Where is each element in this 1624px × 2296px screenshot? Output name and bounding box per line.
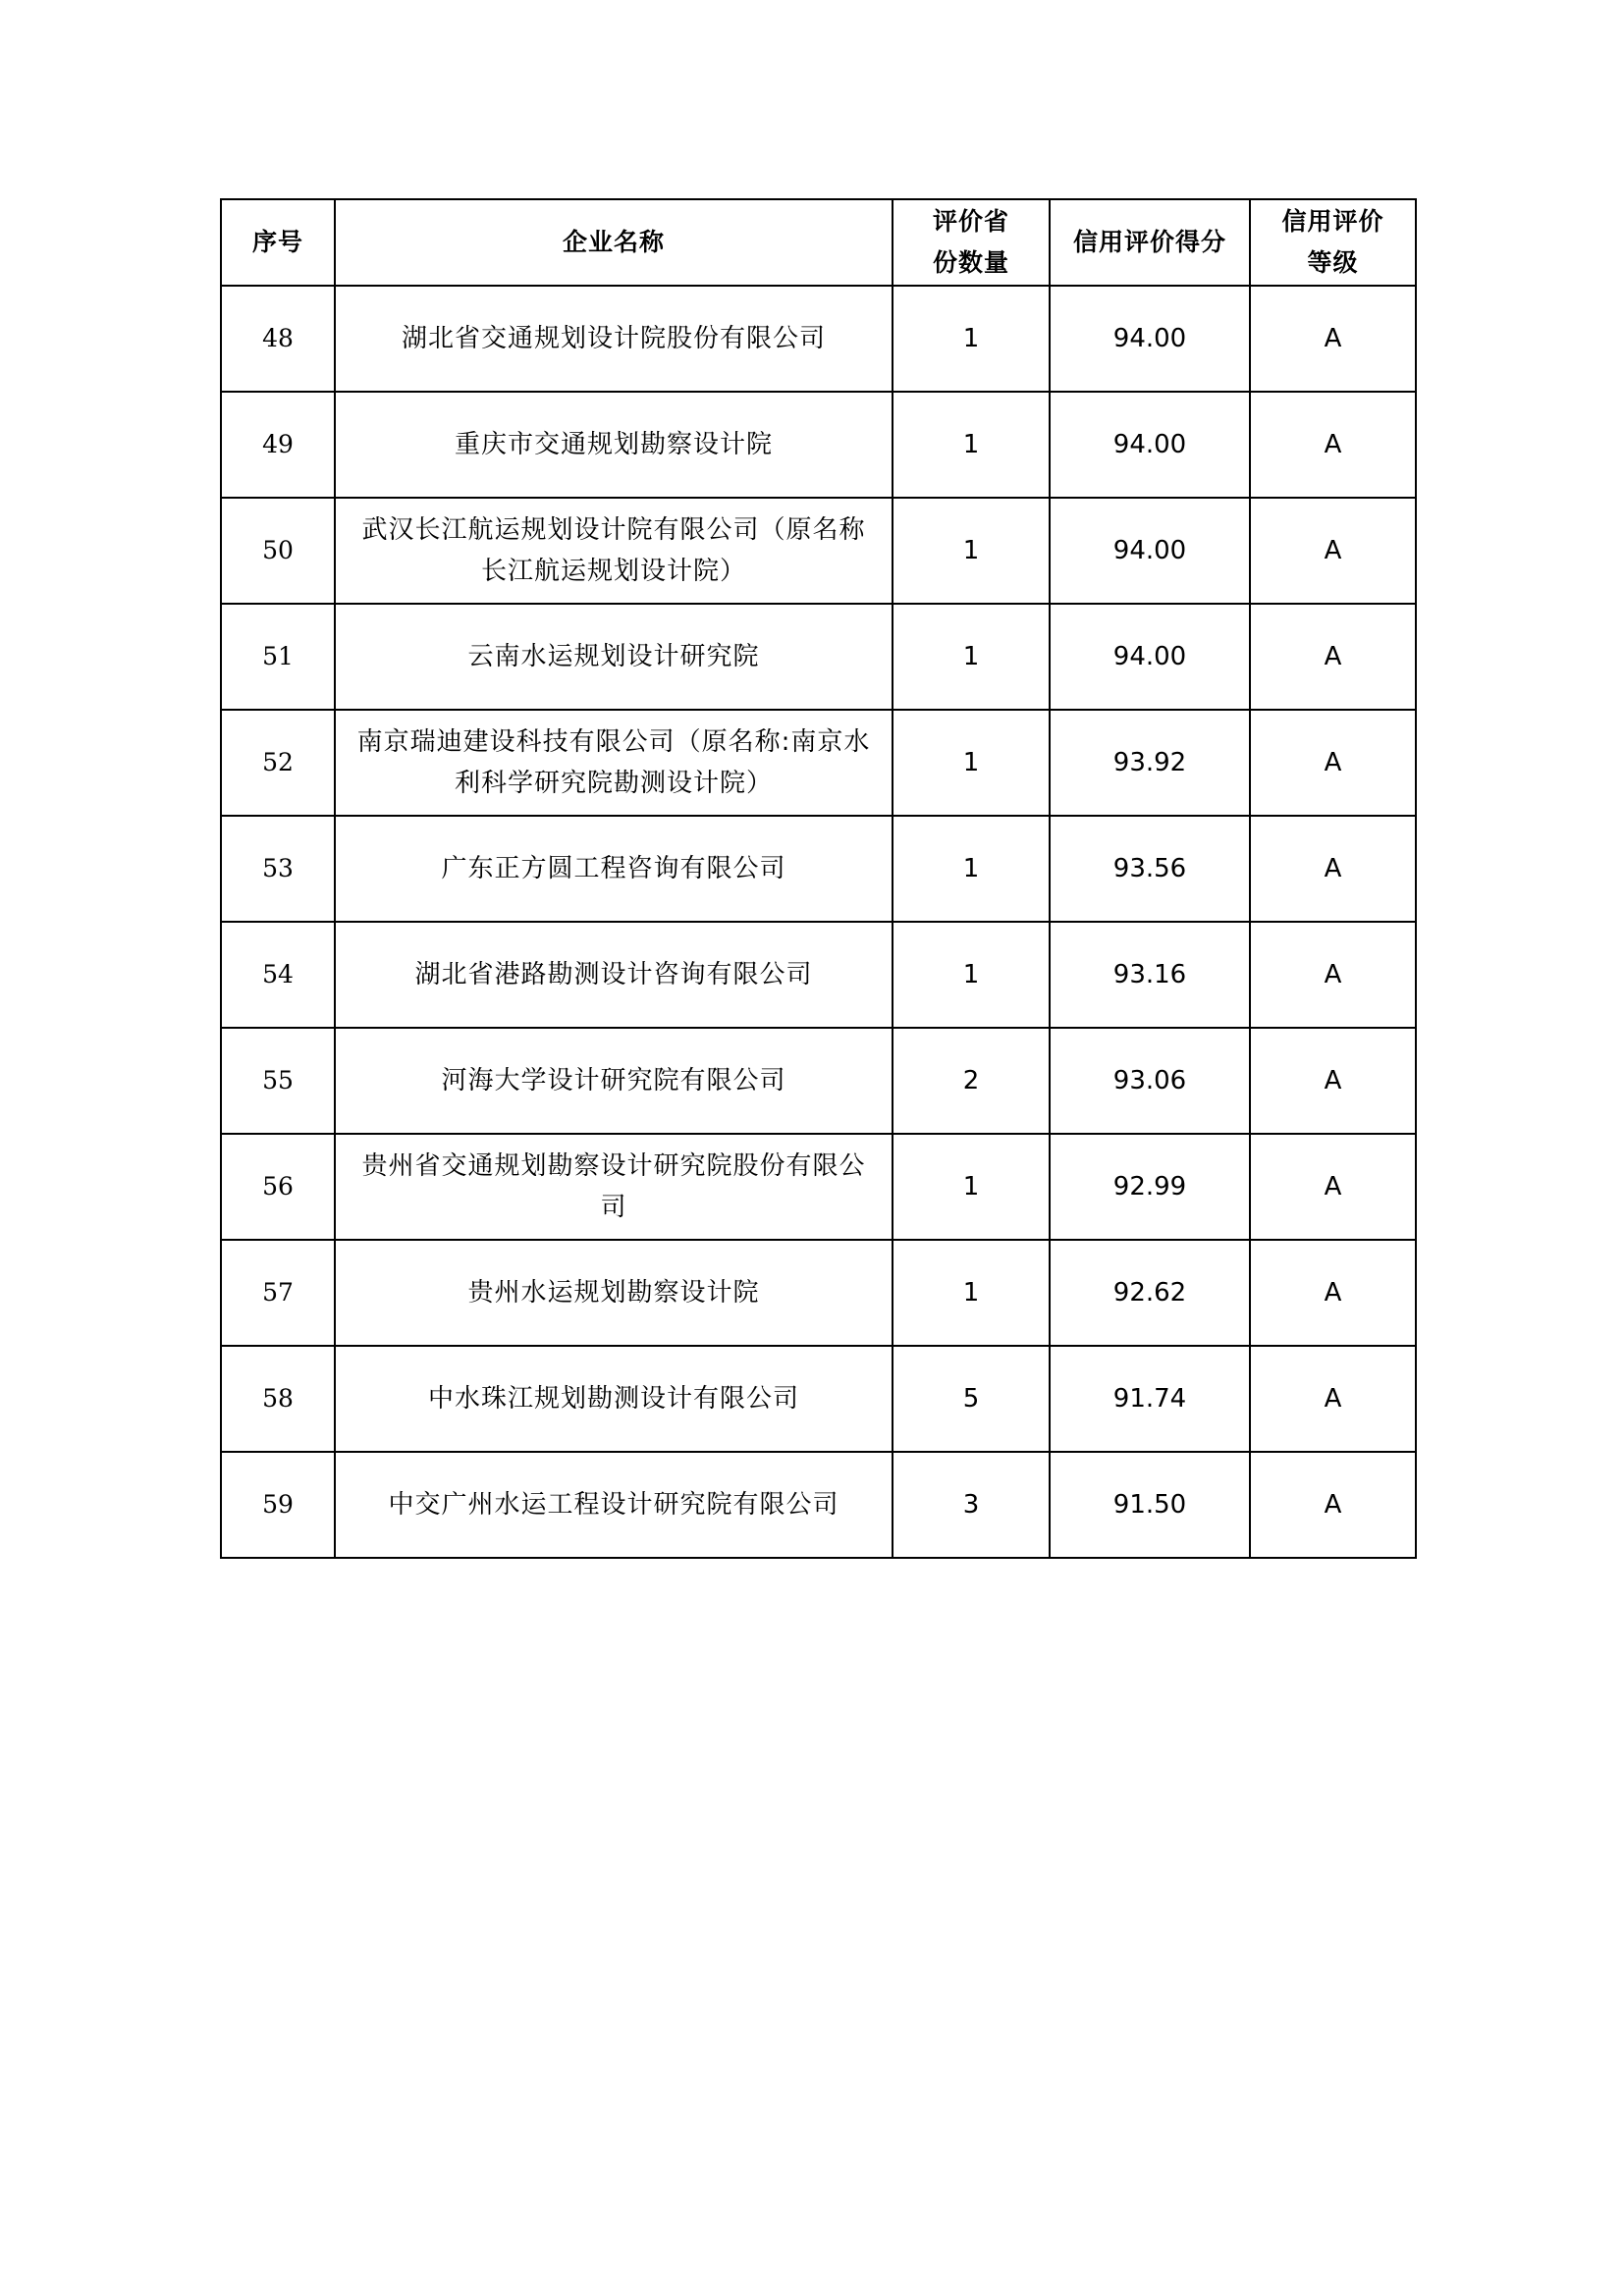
table-row	[221, 922, 1416, 1028]
header-seq: 序号	[221, 199, 335, 286]
cell-company-name: 贵州水运规划勘察设计院	[335, 1240, 893, 1346]
cell-province-count: 1	[893, 816, 1050, 922]
cell-province-count: 1	[893, 286, 1050, 392]
cell-company-name: 贵州省交通规划勘察设计研究院股份有限公司	[335, 1134, 893, 1240]
cell-company-name: 云南水运规划设计研究院	[335, 604, 893, 710]
cell-credit-grade: A	[1250, 1028, 1416, 1134]
cell-seq: 52	[221, 710, 335, 816]
cell-credit-grade: A	[1250, 816, 1416, 922]
cell-credit-grade: A	[1250, 710, 1416, 816]
cell-company-name: 中水珠江规划勘测设计有限公司	[335, 1346, 893, 1452]
cell-company-name: 重庆市交通规划勘察设计院	[335, 392, 893, 498]
cell-province-count: 1	[893, 604, 1050, 710]
table-row	[221, 816, 1416, 922]
cell-seq: 55	[221, 1028, 335, 1134]
cell-credit-score: 91.50	[1050, 1452, 1250, 1558]
cell-seq: 58	[221, 1346, 335, 1452]
cell-province-count: 1	[893, 1240, 1050, 1346]
table-header-row	[221, 199, 1416, 286]
table-row	[221, 1346, 1416, 1452]
cell-credit-score: 92.62	[1050, 1240, 1250, 1346]
cell-credit-grade: A	[1250, 1346, 1416, 1452]
header-credit-score: 信用评价得分	[1050, 199, 1250, 286]
table-row	[221, 604, 1416, 710]
cell-seq: 54	[221, 922, 335, 1028]
cell-province-count: 2	[893, 1028, 1050, 1134]
cell-seq: 53	[221, 816, 335, 922]
cell-company-name: 广东正方圆工程咨询有限公司	[335, 816, 893, 922]
cell-seq: 50	[221, 498, 335, 604]
cell-credit-grade: A	[1250, 286, 1416, 392]
credit-rating-table-container	[220, 198, 1417, 1559]
cell-credit-score: 91.74	[1050, 1346, 1250, 1452]
cell-province-count: 1	[893, 498, 1050, 604]
cell-credit-grade: A	[1250, 922, 1416, 1028]
cell-credit-score: 93.06	[1050, 1028, 1250, 1134]
cell-seq: 51	[221, 604, 335, 710]
cell-province-count: 1	[893, 1134, 1050, 1240]
table-row	[221, 392, 1416, 498]
cell-credit-score: 94.00	[1050, 286, 1250, 392]
cell-seq: 49	[221, 392, 335, 498]
table-row	[221, 1452, 1416, 1558]
cell-credit-score: 94.00	[1050, 604, 1250, 710]
cell-credit-score: 93.16	[1050, 922, 1250, 1028]
cell-credit-grade: A	[1250, 1134, 1416, 1240]
cell-credit-grade: A	[1250, 498, 1416, 604]
cell-province-count: 1	[893, 392, 1050, 498]
cell-seq: 59	[221, 1452, 335, 1558]
cell-credit-score: 93.56	[1050, 816, 1250, 922]
cell-seq: 48	[221, 286, 335, 392]
header-province-count: 评价省份数量	[893, 199, 1050, 286]
table-row	[221, 1028, 1416, 1134]
table-row	[221, 710, 1416, 816]
cell-company-name: 湖北省港路勘测设计咨询有限公司	[335, 922, 893, 1028]
header-company-name: 企业名称	[335, 199, 893, 286]
cell-company-name: 南京瑞迪建设科技有限公司（原名称:南京水利科学研究院勘测设计院）	[335, 710, 893, 816]
cell-credit-score: 93.92	[1050, 710, 1250, 816]
header-credit-grade: 信用评价等级	[1250, 199, 1416, 286]
cell-province-count: 3	[893, 1452, 1050, 1558]
table-row	[221, 286, 1416, 392]
cell-credit-grade: A	[1250, 392, 1416, 498]
cell-province-count: 1	[893, 922, 1050, 1028]
cell-company-name: 湖北省交通规划设计院股份有限公司	[335, 286, 893, 392]
table-row	[221, 498, 1416, 604]
cell-credit-score: 92.99	[1050, 1134, 1250, 1240]
cell-province-count: 5	[893, 1346, 1050, 1452]
cell-credit-grade: A	[1250, 604, 1416, 710]
cell-seq: 56	[221, 1134, 335, 1240]
cell-company-name: 河海大学设计研究院有限公司	[335, 1028, 893, 1134]
cell-credit-grade: A	[1250, 1240, 1416, 1346]
cell-credit-score: 94.00	[1050, 392, 1250, 498]
table-row	[221, 1134, 1416, 1240]
cell-province-count: 1	[893, 710, 1050, 816]
table-row	[221, 1240, 1416, 1346]
cell-company-name: 武汉长江航运规划设计院有限公司（原名称长江航运规划设计院）	[335, 498, 893, 604]
cell-seq: 57	[221, 1240, 335, 1346]
cell-credit-score: 94.00	[1050, 498, 1250, 604]
cell-company-name: 中交广州水运工程设计研究院有限公司	[335, 1452, 893, 1558]
credit-rating-table	[220, 198, 1417, 1559]
cell-credit-grade: A	[1250, 1452, 1416, 1558]
